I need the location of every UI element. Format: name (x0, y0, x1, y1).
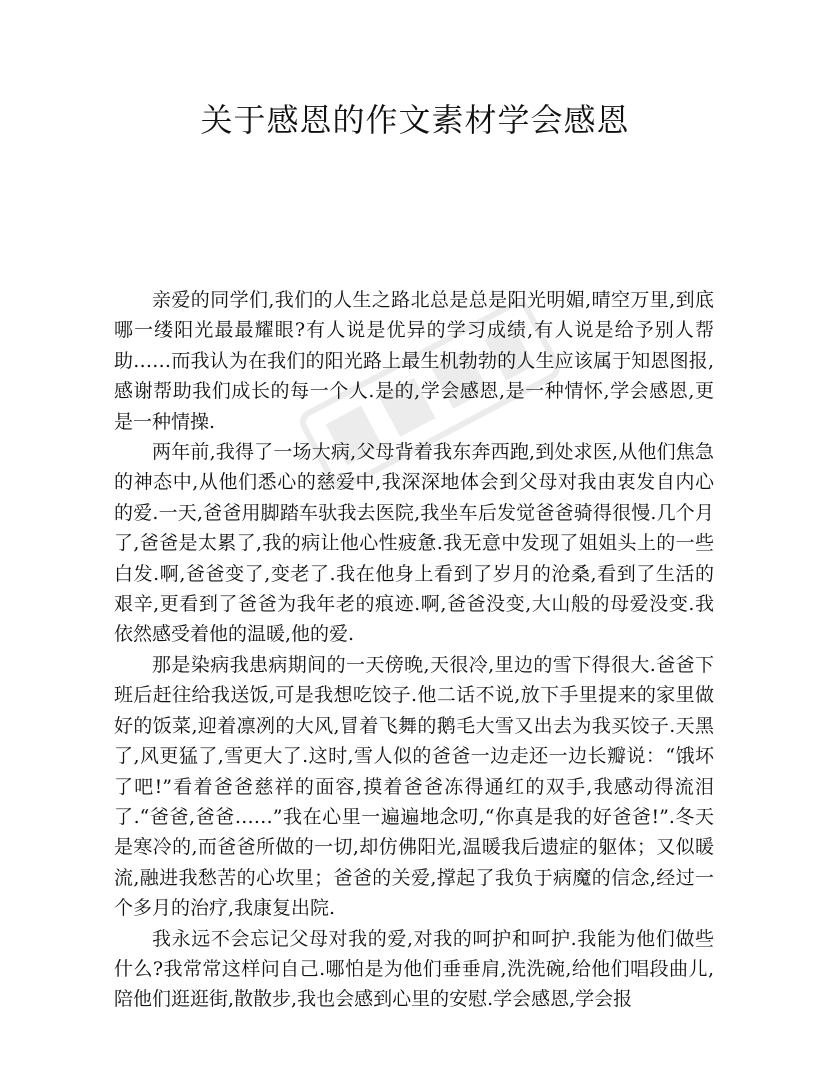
paragraph-3: 那是染病我患病期间的一天傍晚,天很冷,里边的雪下得很大.爸爸下班后赶往给我送饭,可是我想吃饺子.他二话不说,放下手里提来的家里做好的饭菜,迎着凛冽的大风,冒着飞舞的鹅毛大雪又出去为我买饺子.天黑了,风更猛了,雪更大了.这时,雪人似的爸爸一边走还一边长瓣说：“饿坏了吧!”看着爸爸慈祥的面容,摸着爸爸冻得通红的双手,我感动得流泪了.“爸爸,爸爸……”我在心里一遍遍地念叨,“你真是我的好爸爸!”.冬天是寒冷的,而爸爸所做的一切,却仿佛阳光,温暖我后遗症的躯体；又似暖流,融进我愁苦的心坎里；爸爸的关爱,撑起了我负于病魔的信念,经过一个多月的治疗,我康复出院. (114, 653, 714, 920)
document-body (114, 285, 714, 1015)
paragraph-4: 我永远不会忘记父母对我的爱,对我的呵护和呵护.我能为他们做些什么?我常常这样问自己.哪怕是为他们垂垂肩,洗洗碗,给他们唱段曲儿,陪他们逛逛街,散散步,我也会感到心里的安慰.学会感恩,学会报 (114, 927, 714, 1011)
document-title: 关于感恩的作文素材学会感恩 (200, 101, 630, 139)
paragraph-2: 两年前,我得了一场大病,父母背着我东奔西跑,到处求医,从他们焦急的神态中,从他们悉心的慈爱中,我深深地体会到父母对我由衷发自内心的爱.一天,爸爸用脚踏车驮我去医院,我坐车后发觉爸爸骑得很慢.几个月了,爸爸是太累了,我的病让他心性疲惫.我无意中发现了姐姐头上的一些白发.啊,爸爸变了,变老了.我在他身上看到了岁月的沧桑,看到了生活的艰辛,更看到了爸爸为我年老的痕迹.啊,爸爸没变,大山般的母爱没变.我依然感受着他的温暖,他的爱. (114, 441, 714, 646)
paragraph-1: 亲爱的同学们,我们的人生之路北总是总是阳光明媚,晴空万里,到底哪一缕阳光最最耀眼?有人说是优异的学习成绩,有人说是给予别人帮助……而我认为在我们的阳光路上最生机勃勃的人生应该属于知恩图报,感谢帮助我们成长的每一个人.是的,学会感恩,是一种情怀,学会感恩,更是一种情操. (114, 289, 714, 433)
